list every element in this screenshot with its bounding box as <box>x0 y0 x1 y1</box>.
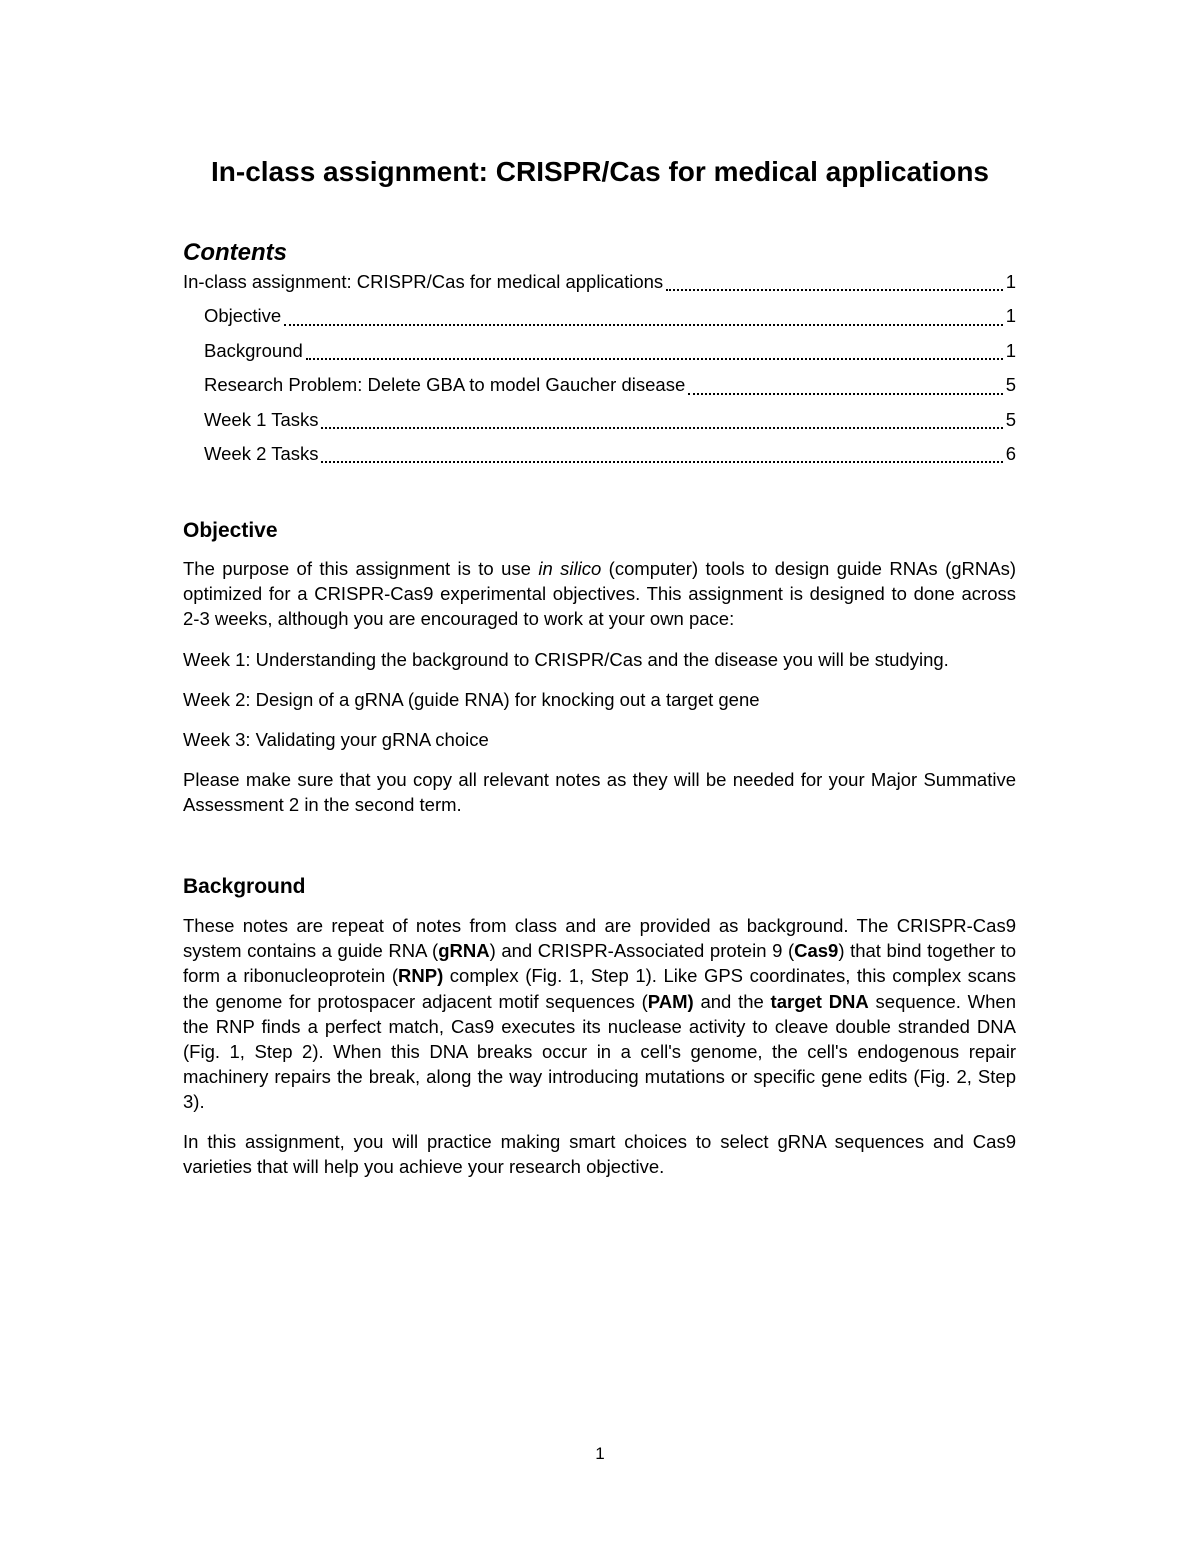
background-text: These notes are repeat of notes from class and are provided as background. The CRISPR-Cas9 system contains a guide RNA ( <box>183 915 1016 962</box>
background-paragraph-2: In this assignment, you will practice making smart choices to select gRNA sequences and Cas9 varieties that will help you achieve your research objective. <box>183 1131 1016 1178</box>
contents-heading: Contents <box>183 239 287 266</box>
toc-entry-page: 1 <box>1005 339 1016 361</box>
toc-entry[interactable] <box>183 268 1016 302</box>
toc-dot-leader <box>321 426 1002 429</box>
toc-entry-page: 1 <box>1005 305 1016 327</box>
background-text: ) and CRISPR-Associated protein 9 ( <box>489 940 795 962</box>
page-number: 1 <box>595 1444 605 1463</box>
toc-entry[interactable] <box>183 337 1016 371</box>
objective-italic-term: in silico <box>538 558 602 579</box>
toc-entry-page: 5 <box>1005 408 1016 430</box>
background-bold-term: gRNA <box>438 940 490 962</box>
background-paragraph-1 <box>183 913 1016 1115</box>
background-bold-term: RNP) <box>398 965 444 987</box>
background-bold-term: PAM) <box>647 990 694 1012</box>
toc-dot-leader <box>284 323 1003 326</box>
background-heading: Background <box>183 875 306 898</box>
toc-entry-page: 1 <box>1005 271 1016 292</box>
background-text: sequence. When the RNP finds a perfect match, Cas9 executes its nuclease activity to cleave double stranded DNA (Fig. 1, Step 2). When this DNA breaks occur in a cell's genome, the cell's endogenous repair machinery repairs the break, along the way introducing mutations or specific gene edits (Fig. 2, Step 3). <box>183 990 1016 1113</box>
week-3-line: Week 3: Validating your gRNA choice <box>183 729 489 750</box>
toc-entry-label: Background <box>204 339 303 361</box>
document-title: In-class assignment: CRISPR/Cas for medical applications <box>211 156 989 187</box>
background-text: and the <box>693 990 771 1012</box>
background-bold-term: target DNA <box>770 990 869 1012</box>
toc-entry[interactable] <box>183 302 1016 336</box>
toc-entry[interactable] <box>183 440 1016 474</box>
toc-entry-page: 6 <box>1005 442 1016 464</box>
toc-entry-label: Objective <box>204 305 282 327</box>
objective-text: (computer) tools to design guide RNAs (gRNAs) optimized for a CRISPR-Cas9 experimental objectives. This assignment is designed to done across 2-3 weeks, although you are encouraged to work at your own pace: <box>183 558 1016 630</box>
week-2-line: Week 2: Design of a gRNA (guide RNA) for knocking out a target gene <box>183 689 760 710</box>
week-1-line: Week 1: Understanding the background to CRISPR/Cas and the disease you will be studying. <box>183 649 949 670</box>
background-bold-term: Cas9 <box>794 940 839 962</box>
objective-text: The purpose of this assignment is to use <box>183 558 539 579</box>
toc-entry-page: 5 <box>1005 374 1016 396</box>
toc-dot-leader <box>666 288 1003 291</box>
table-of-contents <box>183 268 1016 474</box>
toc-entry-label: Week 2 Tasks <box>204 442 319 464</box>
objective-paragraph <box>183 556 1016 632</box>
toc-dot-leader <box>306 357 1003 360</box>
toc-dot-leader <box>321 460 1002 463</box>
objective-note: Please make sure that you copy all relevant notes as they will be needed for your Major Summative Assessment 2 in the second term. <box>183 769 1016 816</box>
objective-heading: Objective <box>183 519 278 542</box>
background-text: complex (Fig. 1, Step 1). Like GPS coordinates, this complex scans the genome for protospacer adjacent motif sequences ( <box>183 965 1016 1012</box>
toc-dot-leader <box>688 392 1002 395</box>
toc-entry-label: Week 1 Tasks <box>204 408 319 430</box>
toc-entry-label: Research Problem: Delete GBA to model Gaucher disease <box>204 374 686 396</box>
toc-entry-label: In-class assignment: CRISPR/Cas for medical applications <box>183 271 664 292</box>
toc-entry[interactable] <box>183 371 1016 405</box>
toc-entry[interactable] <box>183 406 1016 440</box>
background-text: ) that bind together to form a ribonucleoprotein ( <box>183 940 1016 987</box>
